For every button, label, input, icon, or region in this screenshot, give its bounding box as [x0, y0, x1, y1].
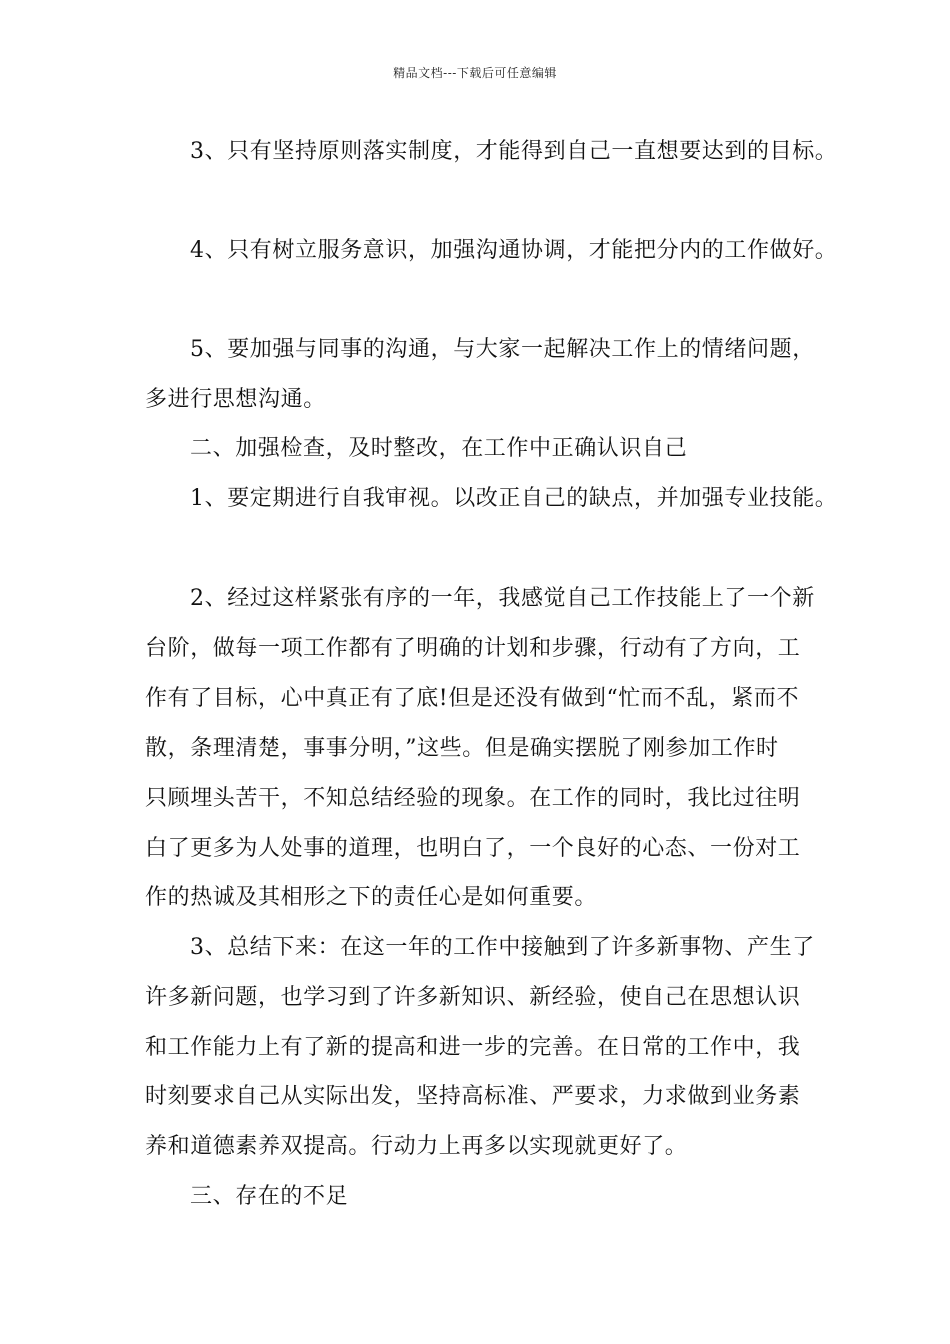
body-line: 散，条理清楚，事事分明，”这些。但是确实摆脱了刚参加工作时: [145, 736, 779, 761]
body-line: 养和道德素养双提高。行动力上再多以实现就更好了。: [145, 1134, 688, 1159]
page-header: 精品文档---下载后可任意编辑: [393, 66, 557, 80]
body-line: 时刻要求自己从实际出发，坚持高标准、严要求，力求做到业务素: [145, 1084, 801, 1109]
body-line: 作有了目标，心中真正有了底!但是还没有做到“忙而不乱，紧而不: [145, 686, 800, 711]
body-line: 3、总结下来：在这一年的工作中接触到了许多新事物、产生了: [190, 935, 815, 960]
body-line: 2、经过这样紧张有序的一年，我感觉自己工作技能上了一个新: [190, 586, 815, 611]
body-line: 4、只有树立服务意识，加强沟通协调，才能把分内的工作做好。: [190, 238, 838, 263]
body-line: 和工作能力上有了新的提高和进一步的完善。在日常的工作中，我: [145, 1035, 801, 1060]
section-heading: 二、加强检查，及时整改，在工作中正确认识自己: [190, 436, 688, 461]
body-line: 白了更多为人处事的道理，也明白了，一个良好的心态、一份对工: [145, 836, 801, 861]
body-line: 1、要定期进行自我审视。以改正自己的缺点，并加强专业技能。: [190, 486, 838, 511]
body-line: 3、只有坚持原则落实制度，才能得到自己一直想要达到的目标。: [190, 139, 838, 164]
section-heading: 三、存在的不足: [190, 1184, 349, 1209]
body-line: 5、要加强与同事的沟通，与大家一起解决工作上的情绪问题，: [190, 337, 815, 362]
body-line: 只顾埋头苦干，不知总结经验的现象。在工作的同时，我比过往明: [145, 786, 801, 811]
body-line: 台阶，做每一项工作都有了明确的计划和步骤，行动有了方向，工: [145, 636, 801, 661]
body-line: 许多新问题，也学习到了许多新知识、新经验，使自己在思想认识: [145, 985, 801, 1010]
body-line: 作的热诚及其相形之下的责任心是如何重要。: [145, 885, 598, 910]
body-line: 多进行思想沟通。: [145, 387, 326, 412]
